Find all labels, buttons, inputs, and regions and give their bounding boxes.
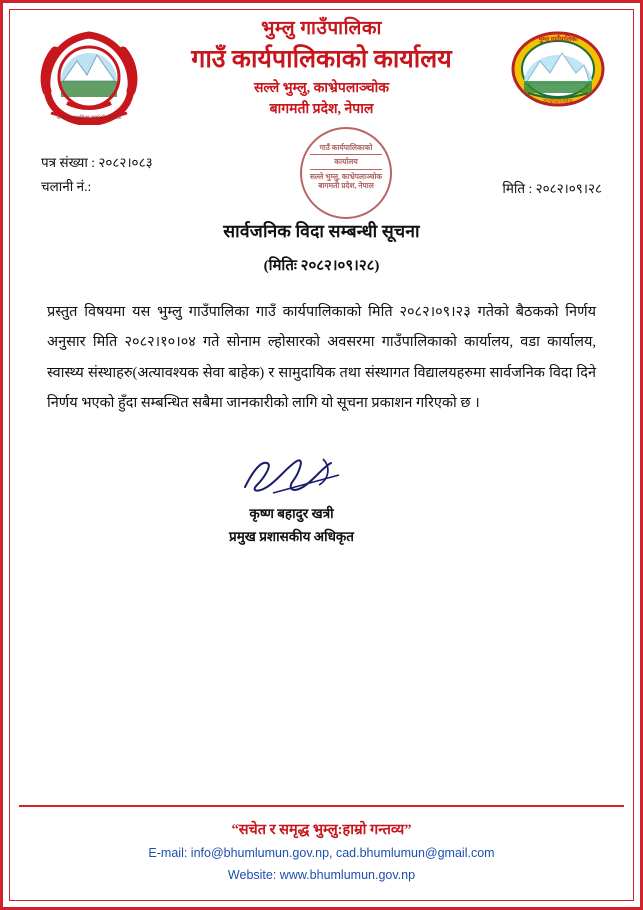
date-line [502, 177, 602, 201]
footer-email[interactable]: E-mail: info@bhumlumun.gov.np, cad.bhumlumun@gmail.com [148, 846, 495, 861]
office-line-executive-office: गाउँ कार्यपालिकाको कार्यालय [191, 45, 452, 73]
letterhead-header [3, 3, 640, 147]
handwritten-signature-icon [3, 453, 580, 499]
seal-text-extra: बागमती प्रदेश, नेपाल [318, 181, 374, 191]
page-title: सार्वजनिक विदा सम्बन्धी सूचना [223, 221, 420, 241]
letter-number-label: पत्र संख्या : [41, 155, 95, 170]
reference-row [41, 151, 602, 203]
svg-text:भुम्लु गाउँपालिका: भुम्लु गाउँपालिका [538, 36, 578, 43]
svg-text:जननी जन्मभूमिश्च स्वर्गादपि गर: जननी जन्मभूमिश्च स्वर्गादपि गरीयसी [56, 116, 122, 121]
seal-text-top: गाउँ कार्यपालिकाको [319, 143, 373, 152]
signatory-name: कृष्ण बहादुर खत्री [249, 505, 334, 521]
page-footer [9, 805, 634, 901]
letter-number-line [41, 151, 153, 175]
signatory-designation: प्रमुख प्रशासकीय अधिकृत [229, 529, 354, 545]
title-block [3, 219, 640, 275]
nepal-national-emblem-icon [37, 29, 141, 125]
date-label: मिति : [502, 181, 533, 196]
dispatch-number-line [41, 175, 153, 199]
office-line-province: बागमती प्रदेश, नेपाल [269, 101, 374, 117]
bhumlu-municipality-logo-icon [510, 29, 606, 109]
dispatch-number-label: चलानी नं.: [41, 178, 92, 194]
signature-block [3, 453, 640, 548]
footer-website[interactable]: Website: www.bhumlumun.gov.np [227, 868, 416, 883]
letter-number-value: २०८२।०८३ [98, 155, 153, 170]
page-subtitle-date: (मितिः २०८२।०९।२८) [263, 258, 380, 274]
seal-text-middle: कार्यालय [334, 157, 358, 167]
footer-slogan: “सचेत र समृद्ध भुम्लु:हाम्रो गन्तव्य” [231, 822, 412, 839]
svg-text:काभ्रेपलाञ्चोक: काभ्रेपलाञ्चोक [543, 99, 573, 105]
office-line-municipality: भुम्लु गाउँपालिका [261, 18, 382, 39]
notice-body-text: प्रस्तुत विषयमा यस भुम्लु गाउँपालिका गाउँ कार्यपालिकाको मिति २०८२।०९।२३ गतेको बैठकको निर्णय अनुसार मिति २०८२।१०।०४ गते सोनाम ल्होसारको अवसरमा गाउँपालिकाको कार्यालय, वडा कार्यालय, स्वास्थ्य संस्थाहरु(अत्यावश्यक सेवा बाहेक) र सामुदायिक तथा संस्थागत विद्यालयहरुमा सार्वजनिक विदा दिने निर्णय भएको हुँदा सम्बन्धित सबैमा जानकारीको लागि यो सूचना प्रकाशन गरिएको छ । [47, 304, 596, 412]
office-line-address: सल्ले भुम्लु, काभ्रेपलाञ्चोक [253, 80, 390, 96]
seal-text-bottom: सल्ले भुम्लु, काभ्रेपलाञ्चोक [309, 171, 383, 181]
footer-divider [19, 805, 624, 807]
reference-left-block [41, 151, 153, 198]
date-value: २०८२।०९।२८ [535, 181, 602, 196]
